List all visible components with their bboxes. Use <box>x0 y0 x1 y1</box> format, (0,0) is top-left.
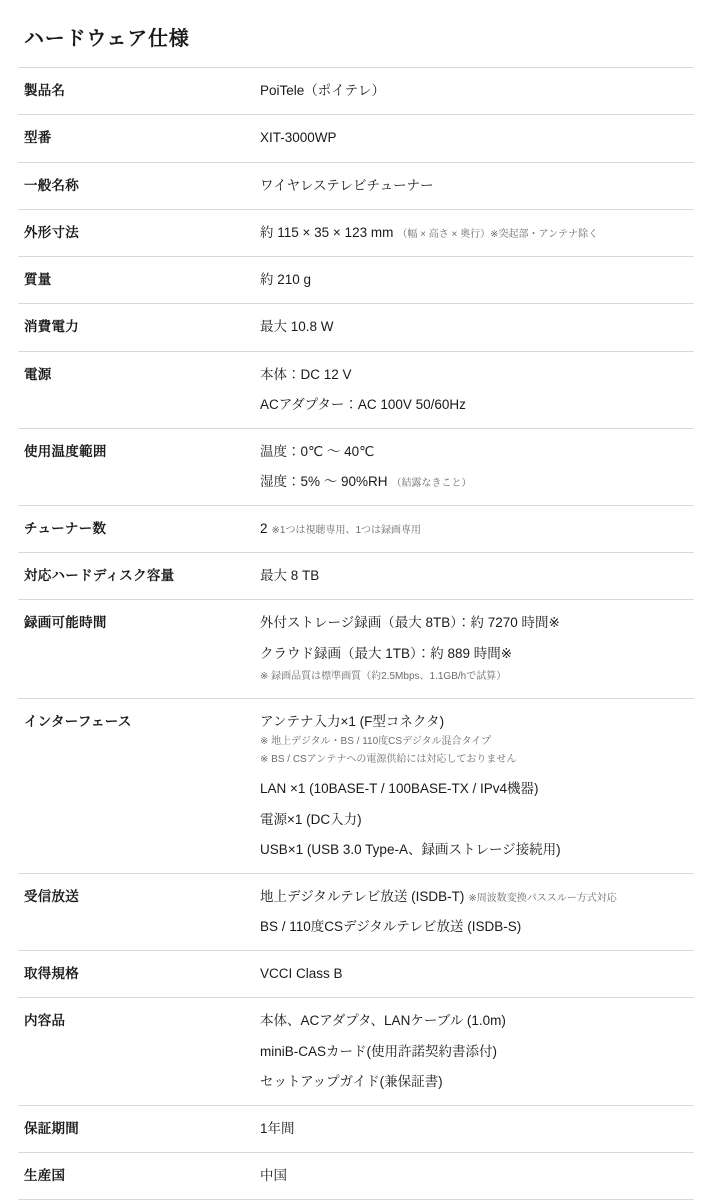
spec-value-line <box>260 613 690 633</box>
spec-row <box>18 209 694 256</box>
spec-value-line <box>260 395 690 415</box>
spec-value-line <box>260 1072 690 1092</box>
spec-value-line <box>260 472 690 492</box>
spec-value-text: セットアップガイド(兼保証書) <box>260 1074 443 1090</box>
spec-row-value <box>260 1152 694 1199</box>
spec-row-value <box>260 209 694 256</box>
spec-value-line <box>260 1042 690 1062</box>
spec-row-value <box>260 600 694 699</box>
spec-value-text: 約 115 × 35 × 123 mm <box>260 224 394 240</box>
spec-row <box>18 1152 694 1199</box>
spec-value-text: PoiTele（ポイテレ） <box>260 83 386 98</box>
spec-value-text: XIT-3000WP <box>260 130 337 146</box>
spec-value-text: 温度：0℃ 〜 40℃ <box>260 443 375 459</box>
spec-value-note-block: ※ 地上デジタル・BS / 110度CSデジタル混合タイプ <box>260 735 491 747</box>
spec-row-label: 一般名称 <box>24 177 80 193</box>
spec-row-value <box>260 553 694 600</box>
spec-value-text: 本体：DC 12 V <box>260 366 352 382</box>
spec-value-line <box>260 365 690 385</box>
spec-row <box>18 162 694 209</box>
spec-row <box>18 873 694 950</box>
spec-value-text: ACアダプター：AC 100V 50/60Hz <box>260 397 466 413</box>
spec-row-value <box>260 428 694 505</box>
spec-row-label: 外形寸法 <box>24 224 80 240</box>
spec-row-value <box>260 304 694 351</box>
spec-row-value <box>260 257 694 304</box>
spec-row-value <box>260 505 694 552</box>
spec-value-text: 本体、ACアダプタ、LANケーブル (1.0m) <box>260 1013 506 1028</box>
spec-row-label: 電源 <box>24 366 52 382</box>
spec-value-note: （結露なきこと） <box>391 478 472 490</box>
spec-row <box>18 115 694 162</box>
spec-row-label: 製品名 <box>24 83 66 98</box>
spec-row-value <box>260 950 694 997</box>
spec-row-value <box>260 998 694 1106</box>
spec-value-text: 最大 8 TB <box>260 568 320 583</box>
spec-value-text: 中国 <box>260 1167 287 1183</box>
spec-row-value <box>260 1105 694 1152</box>
spec-value-text: 2 <box>260 520 268 536</box>
spec-row-label: 型番 <box>24 130 52 146</box>
spec-value-line <box>260 442 690 462</box>
spec-value-line <box>260 223 690 243</box>
spec-row <box>18 68 694 115</box>
spec-row-label: 受信放送 <box>24 888 80 904</box>
spec-value-line <box>260 810 690 830</box>
spec-table-body <box>18 68 694 1200</box>
spec-row <box>18 428 694 505</box>
spec-row-label: 保証期間 <box>24 1120 80 1136</box>
spec-row <box>18 553 694 600</box>
spec-value-note: （幅 × 高さ × 奥行）※突起部・アンテナ除く <box>397 228 599 240</box>
spec-value-text: USB×1 (USB 3.0 Type-A、録画ストレージ接続用) <box>260 842 561 858</box>
spec-value-text: ワイヤレステレビチューナー <box>260 177 434 193</box>
spec-value-line <box>260 128 690 148</box>
spec-value-line <box>260 712 690 768</box>
spec-value-line <box>260 887 690 907</box>
spec-value-text: BS / 110度CSデジタルテレビ放送 (ISDB-S) <box>260 919 522 935</box>
spec-row-label: 取得規格 <box>24 965 80 981</box>
spec-value-line <box>260 519 690 539</box>
spec-value-note: ※周波数変換パススルー方式対応 <box>468 892 617 904</box>
spec-row-value <box>260 699 694 873</box>
spec-value-line <box>260 176 690 196</box>
spec-row <box>18 950 694 997</box>
spec-value-text: 電源×1 (DC入力) <box>260 811 362 827</box>
spec-value-line <box>260 81 690 101</box>
spec-value-text: アンテナ入力×1 (F型コネクタ) <box>260 714 445 730</box>
spec-value-line <box>260 1119 690 1139</box>
spec-row-label: 録画可能時間 <box>24 615 107 631</box>
spec-row <box>18 998 694 1106</box>
spec-value-text: miniB-CASカード(使用許諾契約書添付) <box>260 1043 498 1059</box>
spec-row-value <box>260 873 694 950</box>
spec-value-line <box>260 840 690 860</box>
spec-row-label: 対応ハードディスク容量 <box>24 568 175 583</box>
page-title: ハードウェア仕様 <box>24 28 190 50</box>
spec-row <box>18 600 694 699</box>
spec-row-label: 消費電力 <box>24 319 80 335</box>
spec-value-text: VCCI Class B <box>260 965 343 981</box>
hardware-spec-table <box>18 67 694 1200</box>
spec-value-line <box>260 644 690 686</box>
spec-value-text: 約 210 g <box>260 272 312 287</box>
spec-value-text: 最大 10.8 W <box>260 319 334 335</box>
spec-row-value <box>260 68 694 115</box>
spec-value-line <box>260 270 690 290</box>
spec-row <box>18 304 694 351</box>
spec-value-text: LAN ×1 (10BASE-T / 100BASE-TX / IPv4機器) <box>260 780 539 796</box>
spec-value-line <box>260 317 690 337</box>
spec-value-text: 外付ストレージ録画（最大 8TB）：約 7270 時間※ <box>260 615 560 631</box>
spec-value-text: クラウド録画（最大 1TB）：約 889 時間※ <box>260 645 513 661</box>
spec-value-line <box>260 779 690 799</box>
spec-row-label: 生産国 <box>24 1167 66 1183</box>
spec-value-line <box>260 566 690 586</box>
spec-value-note: ※1つは視聴専用、1つは録画専用 <box>271 524 422 536</box>
spec-value-note-block: ※ BS / CSアンテナへの電源供給には対応しておりません <box>260 753 517 765</box>
spec-row-label: インターフェース <box>24 714 132 730</box>
spec-value-line <box>260 1166 690 1186</box>
spec-value-line <box>260 917 690 937</box>
spec-value-text: 1年間 <box>260 1120 295 1136</box>
spec-row-label: 内容品 <box>24 1013 66 1028</box>
spec-row-value <box>260 162 694 209</box>
spec-value-note-paragraph: ※ 録画品質は標準画質（約2.5Mbps、1.1GB/hで試算） <box>260 671 507 683</box>
spec-row-label: 質量 <box>24 272 52 287</box>
spec-row <box>18 505 694 552</box>
spec-row <box>18 351 694 428</box>
spec-row-label: チューナー数 <box>24 520 107 536</box>
spec-value-line <box>260 1011 690 1031</box>
spec-row-label: 使用温度範囲 <box>24 443 107 459</box>
spec-row-value <box>260 351 694 428</box>
spec-value-text: 地上デジタルテレビ放送 (ISDB-T) <box>260 888 465 904</box>
spec-row <box>18 699 694 873</box>
spec-row <box>18 257 694 304</box>
spec-value-line <box>260 964 690 984</box>
spec-row-value <box>260 115 694 162</box>
spec-value-text: 湿度：5% 〜 90%RH <box>260 474 388 490</box>
spec-row <box>18 1105 694 1152</box>
